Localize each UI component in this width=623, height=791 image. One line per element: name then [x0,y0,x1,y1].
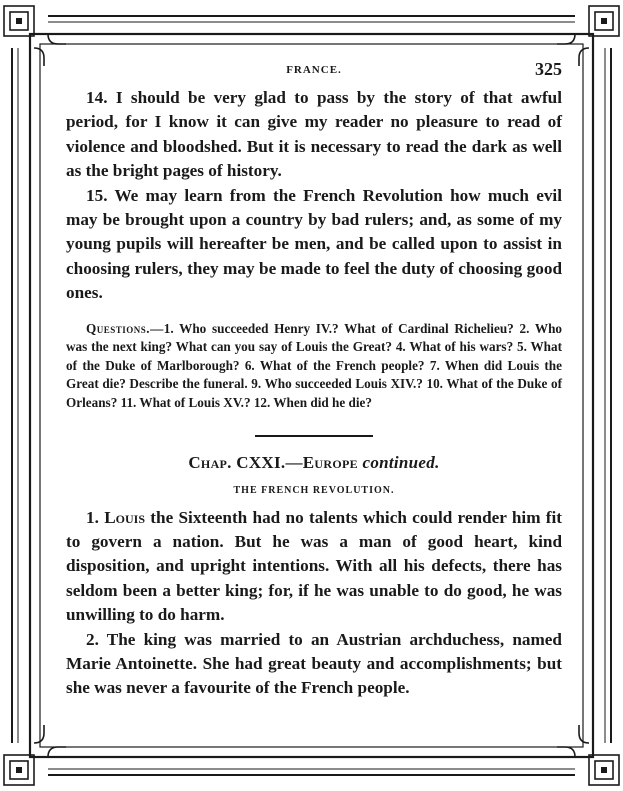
chapter-europe: Europe [302,452,358,472]
paragraph-text: We may learn from the French Revolution how much evil may be brought upon a country by bad rulers; and, as some of my young pupils will hereafter be men, and be called upon to assist in choosing rulers, they may be made to feel the duty of choosing good ones. [66,185,562,303]
paragraph-14 [66,86,562,184]
chapter-prefix: Chap. CXXI.— [188,452,303,472]
paragraph-number: 14. [86,88,108,107]
paragraph-1 [66,506,562,628]
section-divider [255,435,373,437]
questions-block [66,320,562,413]
paragraph-number: 2. [86,629,99,649]
paragraph-number: 1. [86,507,99,527]
chapter-heading [66,453,562,473]
paragraph-text: I should be very glad to pass by the story of that awful period, for I know it can give my reader no pleasure to read of violence and bloodshed. But it is necessary to read the dark as well as the bright pages of history. [66,88,562,181]
paragraph-number: 15. [86,185,108,205]
paragraph-15 [66,184,562,306]
chapter-continued: continued. [362,452,440,472]
paragraph-2 [66,628,562,701]
paragraph-text: The king was married to an Austrian archduchess, named Marie Antoinette. She had great beauty and accomplishments; but she was never a favourite of the French people. [66,629,562,698]
running-title: FRANCE. [286,64,342,76]
page-number: 325 [535,59,562,79]
questions-text: 1. Who succeeded Henry IV.? What of Cardinal Richelieu? 2. Who was the next king? What can you say of Louis the Great? 4. What of his wars? 5. What of the Duke of Marlborough? 6. What of the French people? 7. When did Louis the Great die? Describe the funeral. 9. Who succeeded Louis XIV.? 10. What of the Duke of Orleans? 11. What of Louis XV.? 12. When did he die? [66,320,562,411]
paragraph-lead: Louis [104,507,145,527]
running-head [66,56,562,86]
section-title: THE FRENCH REVOLUTION. [233,484,395,496]
page-content [66,56,562,701]
paragraph-text: the Sixteenth had no talents which could render him fit to govern a nation. But he was a man of good heart, kind disposition, and upright intentions. With all his defects, there has seldom been a better king; for, if he was unable to do good, he was unwilling to do harm. [66,507,563,625]
questions-label: Questions.— [86,320,164,336]
